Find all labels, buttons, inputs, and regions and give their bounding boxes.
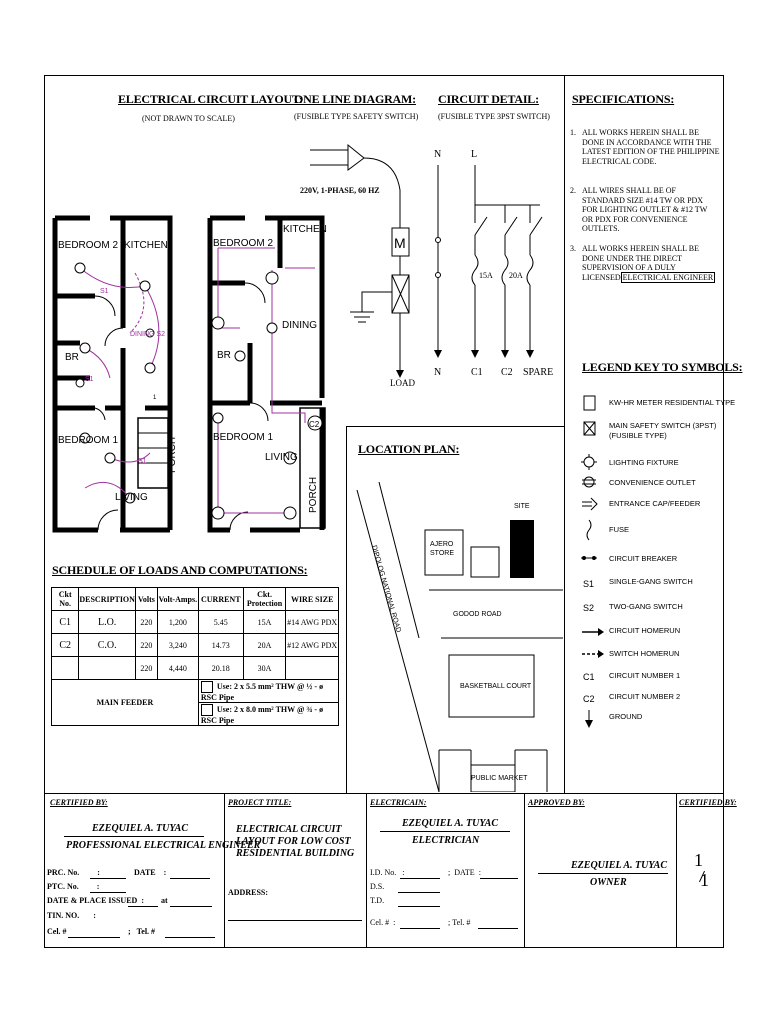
feeder-text-2: Use: 2 x 8.0 mm² THW @ ¾ - ø RSC Pipe bbox=[200, 704, 324, 725]
tb-tin-label: TIN. NO. bbox=[47, 911, 80, 920]
legend-main-switch: MAIN SAFETY SWITCH (3PST) (FUSIBLE TYPE) bbox=[609, 421, 717, 440]
legend-breaker: CIRCUIT BREAKER bbox=[609, 554, 678, 563]
spec-item-1 bbox=[570, 128, 720, 166]
spec-2-num: 2. bbox=[570, 186, 576, 195]
tb-td bbox=[370, 896, 384, 905]
tb-cel-label: Cel. # bbox=[47, 927, 67, 936]
tb-ptc-colon: : bbox=[96, 882, 100, 891]
plan-right-c2: C2 bbox=[309, 420, 320, 429]
detail-fuse2: 20A bbox=[509, 271, 523, 280]
tb-ds-label: D.S. bbox=[370, 882, 385, 891]
plan-left-bedroom2: BEDROOM 2 bbox=[58, 240, 119, 251]
cell: 1,200 bbox=[157, 611, 198, 634]
plan-right-kitchen: KITCHEN bbox=[283, 224, 327, 235]
tb-el-tel-field[interactable] bbox=[478, 928, 518, 929]
tb-prc-field[interactable] bbox=[90, 878, 126, 879]
legend-title: LEGEND KEY TO SYMBOLS: bbox=[582, 360, 743, 374]
oneline-diagram bbox=[300, 130, 430, 390]
tb-el-cel bbox=[370, 918, 395, 927]
location-store: AJERO STORE bbox=[430, 540, 460, 558]
tb-el-date-field[interactable] bbox=[480, 878, 518, 879]
tb-sheet-den: 1 bbox=[700, 870, 709, 890]
layout-subtitle: (NOT DRAWN TO SCALE) bbox=[142, 114, 235, 123]
tb-sheet-num: 1 bbox=[694, 850, 703, 870]
spec-3-boxed: ELECTRICAL ENGINEER bbox=[622, 272, 714, 282]
feeder-spec-1 bbox=[198, 680, 338, 703]
tb-el-date-label: DATE bbox=[454, 868, 475, 877]
spec-item-3 bbox=[570, 244, 720, 282]
location-title: LOCATION PLAN: bbox=[358, 442, 460, 456]
detail-title: CIRCUIT DETAIL: bbox=[438, 92, 539, 106]
tb-electrician-title: ELECTRICIAN bbox=[412, 835, 480, 846]
col-ckt: Ckt No. bbox=[52, 588, 79, 611]
tb-prc-label: PRC. No. bbox=[47, 868, 80, 877]
cell: 220 bbox=[135, 657, 157, 680]
plan-left-s1a: S1 bbox=[100, 288, 109, 295]
oneline-subtitle: (FUSIBLE TYPE SAFETY SWITCH) bbox=[294, 112, 419, 121]
tb-owner-title: OWNER bbox=[590, 877, 627, 888]
tb-address-field[interactable] bbox=[228, 920, 362, 921]
feeder-checkbox-2[interactable] bbox=[201, 704, 213, 716]
tb-el-cel-colon: : bbox=[393, 918, 396, 927]
tb-engineer-name: EZEQUIEL A. TUYAC bbox=[92, 823, 189, 834]
tb-certified-2: CERTIFIED BY: bbox=[679, 798, 737, 807]
plan-right-bedroom2: BEDROOM 2 bbox=[213, 238, 274, 249]
tb-tel-field[interactable] bbox=[165, 937, 215, 938]
cell: C1 bbox=[52, 611, 79, 634]
plan-right-br: BR bbox=[217, 350, 231, 361]
floor-plans bbox=[50, 208, 340, 543]
legend-entrance: ENTRANCE CAP/FEEDER bbox=[609, 499, 701, 508]
table-header-row bbox=[52, 588, 339, 611]
spec-2-text: ALL WIRES SHALL BE OF STANDARD SIZE #14 TW OR PDX FOR LIGHTING OUTLET & #12 TW OR PDX FOR CONVENIENCE OUTLETS. bbox=[582, 186, 708, 233]
tb-ds-field[interactable] bbox=[398, 892, 440, 893]
cell: 14.73 bbox=[198, 634, 243, 657]
feeder-spec-2 bbox=[198, 703, 338, 726]
spec-3-text: ALL WORKS HEREIN SHALL BE DONE UNDER THE DIRECT SUPERVISION OF A DULY LICENSED bbox=[582, 244, 700, 282]
tb-date-place bbox=[47, 896, 144, 905]
legend-s2-symbol: S2 bbox=[583, 603, 595, 613]
plan-left-s1b: S1 bbox=[85, 376, 94, 383]
tb-id-field[interactable] bbox=[400, 878, 440, 879]
tb-tel bbox=[128, 927, 155, 936]
detail-l-top: L bbox=[471, 149, 478, 160]
location-map bbox=[347, 460, 563, 792]
tb-date-place-field[interactable] bbox=[128, 906, 158, 907]
tb-el-tel-label: Tel. # bbox=[452, 918, 471, 927]
cell: 220 bbox=[135, 611, 157, 634]
cell: 30A bbox=[243, 657, 286, 680]
tb-div-4 bbox=[676, 793, 677, 948]
tb-dp-colon: : bbox=[141, 896, 144, 905]
spec-item-2 bbox=[570, 186, 720, 234]
tb-el-cel-field[interactable] bbox=[400, 928, 440, 929]
tb-el-cel-label: Cel. # bbox=[370, 918, 390, 927]
tb-prc bbox=[47, 868, 100, 877]
legend-c2-symbol: C2 bbox=[583, 694, 595, 704]
loads-table bbox=[51, 587, 339, 726]
location-site: SITE bbox=[514, 503, 530, 510]
table-row bbox=[52, 634, 339, 657]
legend-ground: GROUND bbox=[609, 712, 643, 721]
legend-circuit-homerun: CIRCUIT HOMERUN bbox=[609, 626, 681, 635]
tb-date-field[interactable] bbox=[170, 878, 210, 879]
cell: 20A bbox=[243, 634, 286, 657]
spec-1-text: ALL WORKS HEREIN SHALL BE DONE IN ACCORDANCE WITH THE LATEST EDITION OF THE PHILIPPINE ELECTRICAL CODE. bbox=[582, 128, 720, 166]
tb-date bbox=[134, 868, 166, 877]
detail-bottom-spare: SPARE bbox=[523, 367, 554, 375]
oneline-load: LOAD bbox=[390, 378, 415, 388]
legend-circuit2: CIRCUIT NUMBER 2 bbox=[609, 692, 681, 701]
tb-date-colon: : bbox=[163, 868, 167, 877]
plan-left-c1: 1 bbox=[153, 395, 157, 401]
feeder-label: MAIN FEEDER bbox=[52, 680, 199, 726]
tb-date-label: DATE bbox=[134, 868, 156, 877]
tb-cel-field[interactable] bbox=[68, 937, 120, 938]
site-block bbox=[510, 520, 534, 578]
plan-left-dining: DINING S2 bbox=[130, 331, 166, 338]
col-volts: Volts bbox=[135, 588, 157, 611]
tb-el-semi: ; bbox=[448, 868, 451, 877]
specs-title: SPECIFICATIONS: bbox=[572, 92, 675, 106]
tb-engineer-title: PROFESSIONAL ELECTRICAL ENGINEER bbox=[66, 840, 261, 851]
tb-el-tel-semi: ; bbox=[448, 918, 451, 927]
divider-specs bbox=[564, 75, 565, 793]
tb-owner-name: EZEQUIEL A. TUYAC bbox=[571, 860, 668, 871]
legend-symbols bbox=[578, 392, 608, 732]
cell: 220 bbox=[135, 634, 157, 657]
tb-tin-colon: : bbox=[93, 911, 96, 920]
legend-fuse: FUSE bbox=[609, 525, 630, 534]
cell: 15A bbox=[243, 611, 286, 634]
cell: L.O. bbox=[79, 611, 136, 634]
table-row bbox=[52, 657, 339, 680]
col-desc: DESCRIPTION bbox=[79, 588, 136, 611]
plan-left-s1c: S1 bbox=[138, 458, 147, 465]
tb-project-name: ELECTRICAL CIRCUIT LAYOUT FOR LOW COST RESIDENTIAL BUILDING bbox=[236, 824, 355, 859]
tb-address: ADDRESS: bbox=[228, 888, 269, 897]
tb-ptc-field[interactable] bbox=[90, 892, 126, 893]
tb-td-field[interactable] bbox=[398, 906, 440, 907]
tb-tin bbox=[47, 911, 96, 920]
circuit-detail bbox=[425, 145, 555, 375]
legend-c1-symbol: C1 bbox=[583, 672, 595, 682]
tb-at: at bbox=[161, 896, 168, 905]
tb-div-3 bbox=[524, 793, 525, 948]
tb-ptc-label: PTC. No. bbox=[47, 882, 79, 891]
detail-n-top: N bbox=[434, 149, 442, 160]
tb-project: PROJECT TITLE: bbox=[228, 798, 292, 807]
detail-bottom-c1: C1 bbox=[471, 367, 483, 375]
tb-id-label: I.D. No. bbox=[370, 868, 397, 877]
oneline-title: ONE LINE DIAGRAM: bbox=[294, 92, 416, 106]
divider-titleblock bbox=[44, 793, 724, 794]
legend-kwhr: KW-HR METER RESIDENTIAL TYPE bbox=[609, 398, 736, 407]
tb-el-date-colon: : bbox=[478, 868, 481, 877]
tb-tel-semi: ; bbox=[128, 927, 131, 936]
tb-prc-colon: : bbox=[97, 868, 100, 877]
cell bbox=[79, 657, 136, 680]
plan-right-porch: PORCH bbox=[308, 476, 319, 513]
location-road1: DIPOLOG NATIONAL ROAD bbox=[370, 544, 402, 634]
legend-outlet: CONVENIENCE OUTLET bbox=[609, 478, 696, 487]
detail-bottom-n: N bbox=[434, 367, 442, 375]
cell bbox=[52, 657, 79, 680]
meter-m-label: M bbox=[394, 235, 406, 251]
legend-circuit1: CIRCUIT NUMBER 1 bbox=[609, 671, 681, 680]
tb-engineer-line bbox=[64, 836, 204, 837]
tb-electrician-name: EZEQUIEL A. TUYAC bbox=[402, 818, 499, 829]
col-protection: Ckt. Protection bbox=[243, 588, 286, 611]
tb-electrician-line bbox=[380, 831, 510, 832]
detail-bottom-c2: C2 bbox=[501, 367, 513, 375]
detail-fuse1: 15A bbox=[479, 271, 493, 280]
feeder-checkbox-1[interactable] bbox=[201, 681, 213, 693]
tb-electrician-hdr: ELECTRICAIN: bbox=[370, 798, 427, 807]
feeder-row bbox=[52, 680, 339, 703]
tb-tel-label: Tel. # bbox=[136, 927, 156, 936]
plan-right-dining: DINING bbox=[282, 320, 317, 331]
plan-left-porch: PORCH bbox=[167, 436, 178, 473]
legend-switch-homerun: SWITCH HOMERUN bbox=[609, 649, 680, 658]
table-row bbox=[52, 611, 339, 634]
col-wire: WIRE SIZE bbox=[286, 588, 339, 611]
legend-lighting: LIGHTING FIXTURE bbox=[609, 458, 679, 467]
spec-3-num: 3. bbox=[570, 244, 576, 253]
plan-left-bedroom1: BEDROOM 1 bbox=[58, 435, 119, 446]
tb-id bbox=[370, 868, 404, 877]
spec-3-body bbox=[582, 244, 720, 282]
tb-el-date bbox=[448, 868, 481, 877]
location-road2: GODOD ROAD bbox=[453, 611, 502, 618]
tb-approved: APPROVED BY: bbox=[528, 798, 585, 807]
plan-left-living: LIVING bbox=[115, 492, 148, 503]
cell: 5.45 bbox=[198, 611, 243, 634]
col-current: CURRENT bbox=[198, 588, 243, 611]
plan-left-br: BR bbox=[65, 352, 79, 363]
plan-right-living: LIVING bbox=[265, 452, 298, 463]
tb-owner-line bbox=[538, 873, 668, 874]
cell: C.O. bbox=[79, 634, 136, 657]
schedule-title: SCHEDULE OF LOADS AND COMPUTATIONS: bbox=[52, 563, 308, 577]
location-court: BASKETBALL COURT bbox=[460, 683, 532, 690]
cell: 20.18 bbox=[198, 657, 243, 680]
plan-left-kitchen: KITCHEN bbox=[124, 240, 168, 251]
cell: #12 AWG PDX bbox=[286, 634, 339, 657]
legend-s1-symbol: S1 bbox=[583, 579, 595, 589]
oneline-supply: 220V, 1-PHASE, 60 HZ bbox=[300, 186, 380, 195]
feeder-text-1: Use: 2 x 5.5 mm² THW @ ½ - ø RSC Pipe bbox=[200, 681, 324, 702]
tb-ptc bbox=[47, 882, 99, 891]
cell: C2 bbox=[52, 634, 79, 657]
cell: 3,240 bbox=[157, 634, 198, 657]
tb-ds bbox=[370, 882, 384, 891]
col-va: Volt-Amps. bbox=[157, 588, 198, 611]
legend-single-switch: SINGLE-GANG SWITCH bbox=[609, 577, 693, 586]
tb-div-1 bbox=[224, 793, 225, 948]
tb-el-tel bbox=[448, 918, 470, 927]
plan-right-bedroom1: BEDROOM 1 bbox=[213, 432, 274, 443]
tb-certified: CERTIFIED BY: bbox=[50, 798, 108, 807]
tb-td-label: T.D. bbox=[370, 896, 385, 905]
tb-id-colon: : bbox=[402, 868, 405, 877]
cell: 4,440 bbox=[157, 657, 198, 680]
tb-div-2 bbox=[366, 793, 367, 948]
legend-two-switch: TWO-GANG SWITCH bbox=[609, 602, 683, 611]
cell: #14 AWG PDX bbox=[286, 611, 339, 634]
tb-cel bbox=[47, 927, 67, 936]
tb-at-field[interactable] bbox=[170, 906, 212, 907]
layout-title: ELECTRICAL CIRCUIT LAYOUT: bbox=[118, 92, 303, 106]
spec-1-num: 1. bbox=[570, 128, 576, 137]
tb-dp-label: DATE & PLACE ISSUED bbox=[47, 896, 138, 905]
detail-subtitle: (FUSIBLE TYPE 3PST SWITCH) bbox=[438, 112, 550, 121]
cell bbox=[286, 657, 339, 680]
location-market: PUBLIC MARKET bbox=[471, 775, 528, 782]
